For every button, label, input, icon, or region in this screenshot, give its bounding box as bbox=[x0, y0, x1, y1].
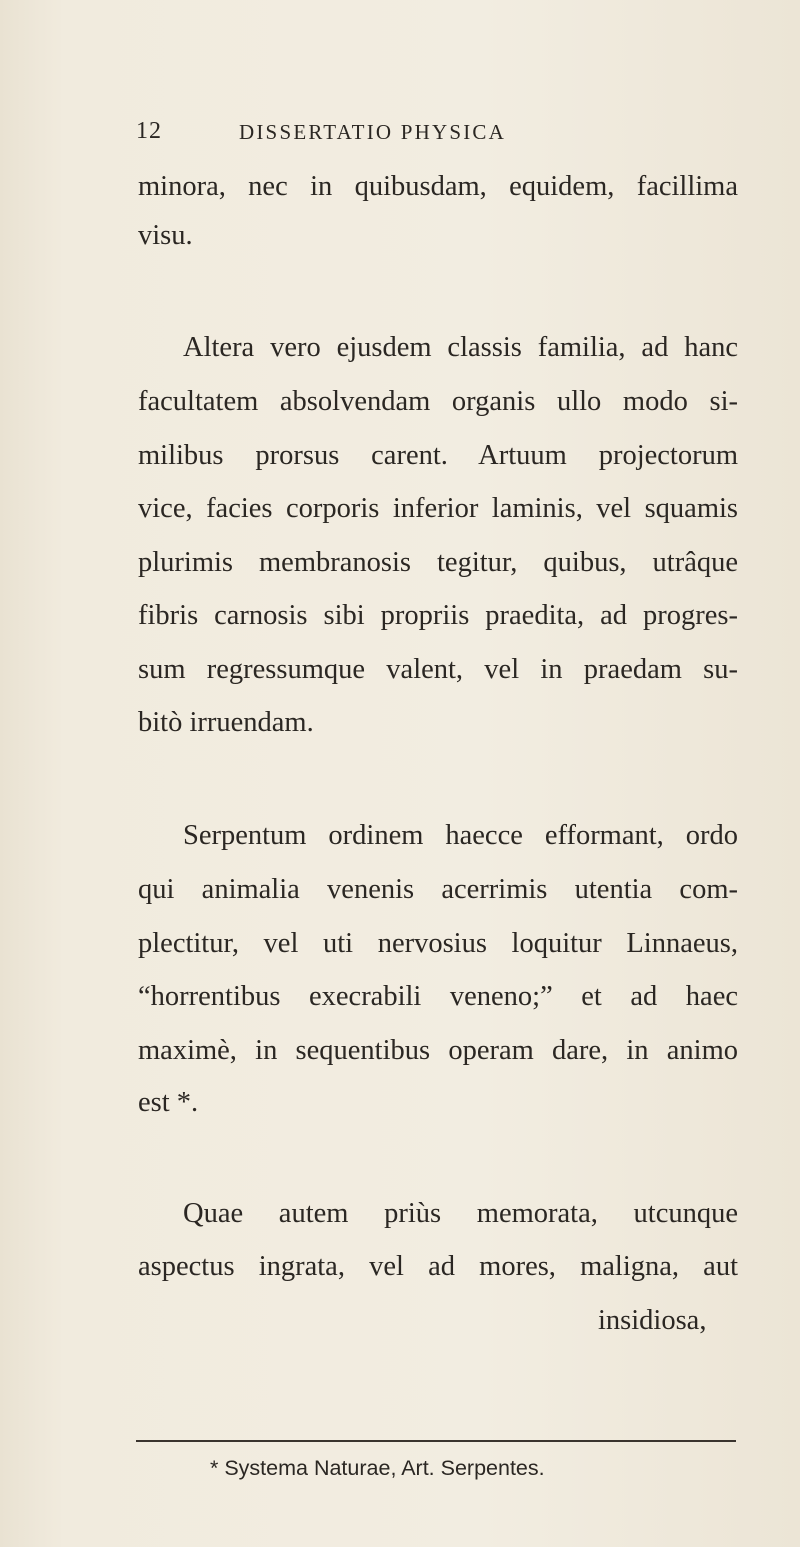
text-line: Quae autem priùs memorata, utcunque bbox=[183, 1198, 738, 1229]
text-line: bitò irruendam. bbox=[138, 707, 314, 738]
text-line: Serpentum ordinem haecce efformant, ordo bbox=[183, 820, 738, 851]
text-line: qui animalia venenis acerrimis utentia com- bbox=[138, 874, 738, 905]
text-line: plurimis membranosis tegitur, quibus, utrâque bbox=[138, 547, 738, 578]
page-header bbox=[136, 118, 606, 152]
footnote-divider bbox=[136, 1440, 736, 1442]
text-line: plectitur, vel uti nervosius loquitur Linnaeus, bbox=[138, 928, 738, 959]
text-line: aspectus ingrata, vel ad mores, maligna, aut bbox=[138, 1251, 738, 1282]
page-number: 12 bbox=[136, 118, 162, 144]
footnote: * Systema Naturae, Art. Serpentes. bbox=[210, 1456, 545, 1480]
text-line: vice, facies corporis inferior laminis, vel squamis bbox=[138, 493, 738, 524]
text-line: facultatem absolvendam organis ullo modo si- bbox=[138, 386, 738, 417]
text-line: maximè, in sequentibus operam dare, in animo bbox=[138, 1035, 738, 1066]
running-title: DISSERTATIO PHYSICA bbox=[239, 120, 506, 144]
catchword: insidiosa, bbox=[598, 1305, 707, 1336]
text-line: sum regressumque valent, vel in praedam su- bbox=[138, 654, 738, 685]
text-line: “horrentibus execrabili veneno;” et ad haec bbox=[138, 981, 738, 1012]
text-line: visu. bbox=[138, 220, 193, 251]
text-line: milibus prorsus carent. Artuum projectorum bbox=[138, 440, 738, 471]
text-line: fibris carnosis sibi propriis praedita, ad progres- bbox=[138, 600, 738, 631]
text-line: est *. bbox=[138, 1087, 199, 1118]
text-line: minora, nec in quibusdam, equidem, facillima bbox=[138, 171, 738, 202]
text-line: Altera vero ejusdem classis familia, ad hanc bbox=[183, 332, 738, 363]
